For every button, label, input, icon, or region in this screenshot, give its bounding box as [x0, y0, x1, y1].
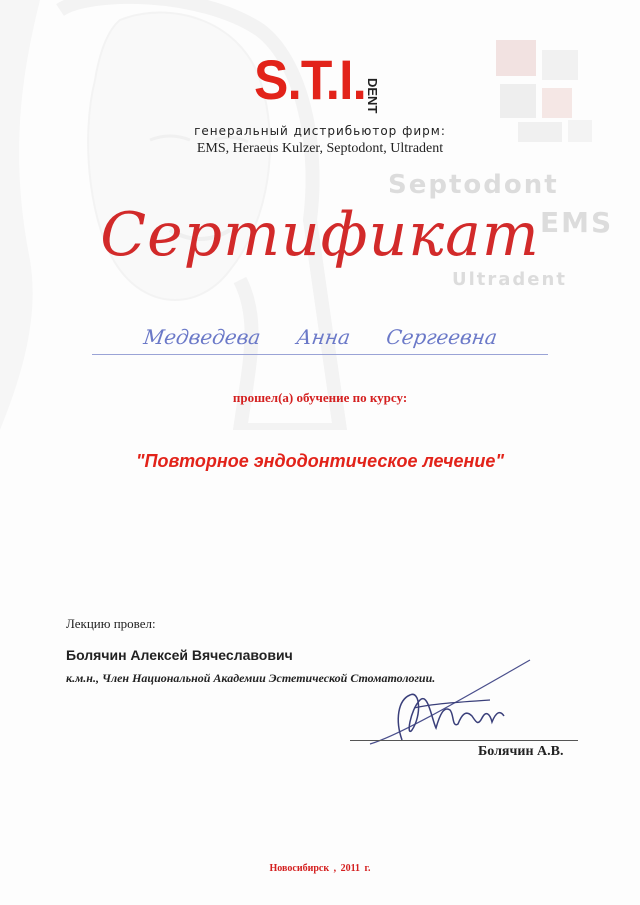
name-underline	[92, 354, 548, 355]
lecturer-credentials: к.м.н., Член Национальной Академии Эстетической Стоматологии.	[66, 671, 436, 685]
watermark-ems: EMS	[540, 206, 614, 239]
handwritten-signature	[340, 640, 560, 750]
city-year: Новосибирск , 2011 г.	[269, 863, 371, 874]
completed-course-label: прошел(а) обучение по курсу:	[232, 390, 408, 405]
watermark-ultradent: Ultradent	[452, 269, 567, 290]
course-name: "Повторное эндодонтическое лечение"	[136, 451, 504, 471]
student-name: Медведева Анна Сергеевна	[142, 325, 499, 349]
logo-main-text: S.T.I.	[254, 48, 366, 111]
brands-line: EMS, Heraeus Kulzer, Septodont, Ultradent	[196, 141, 444, 156]
signature-line	[350, 740, 578, 741]
lecturer-name: Болячин Алексей Вячеславович	[66, 647, 293, 663]
signature-name: Болячин А.В.	[478, 744, 564, 759]
lecture-label: Лекцию провел:	[66, 616, 156, 631]
logo-sub-text: DENT	[365, 78, 380, 114]
watermark-septodont: Septodont	[388, 170, 559, 200]
distributor-line: генеральный дистрибьютор фирм:	[194, 124, 446, 138]
certificate-title: Сертификат	[100, 200, 540, 270]
